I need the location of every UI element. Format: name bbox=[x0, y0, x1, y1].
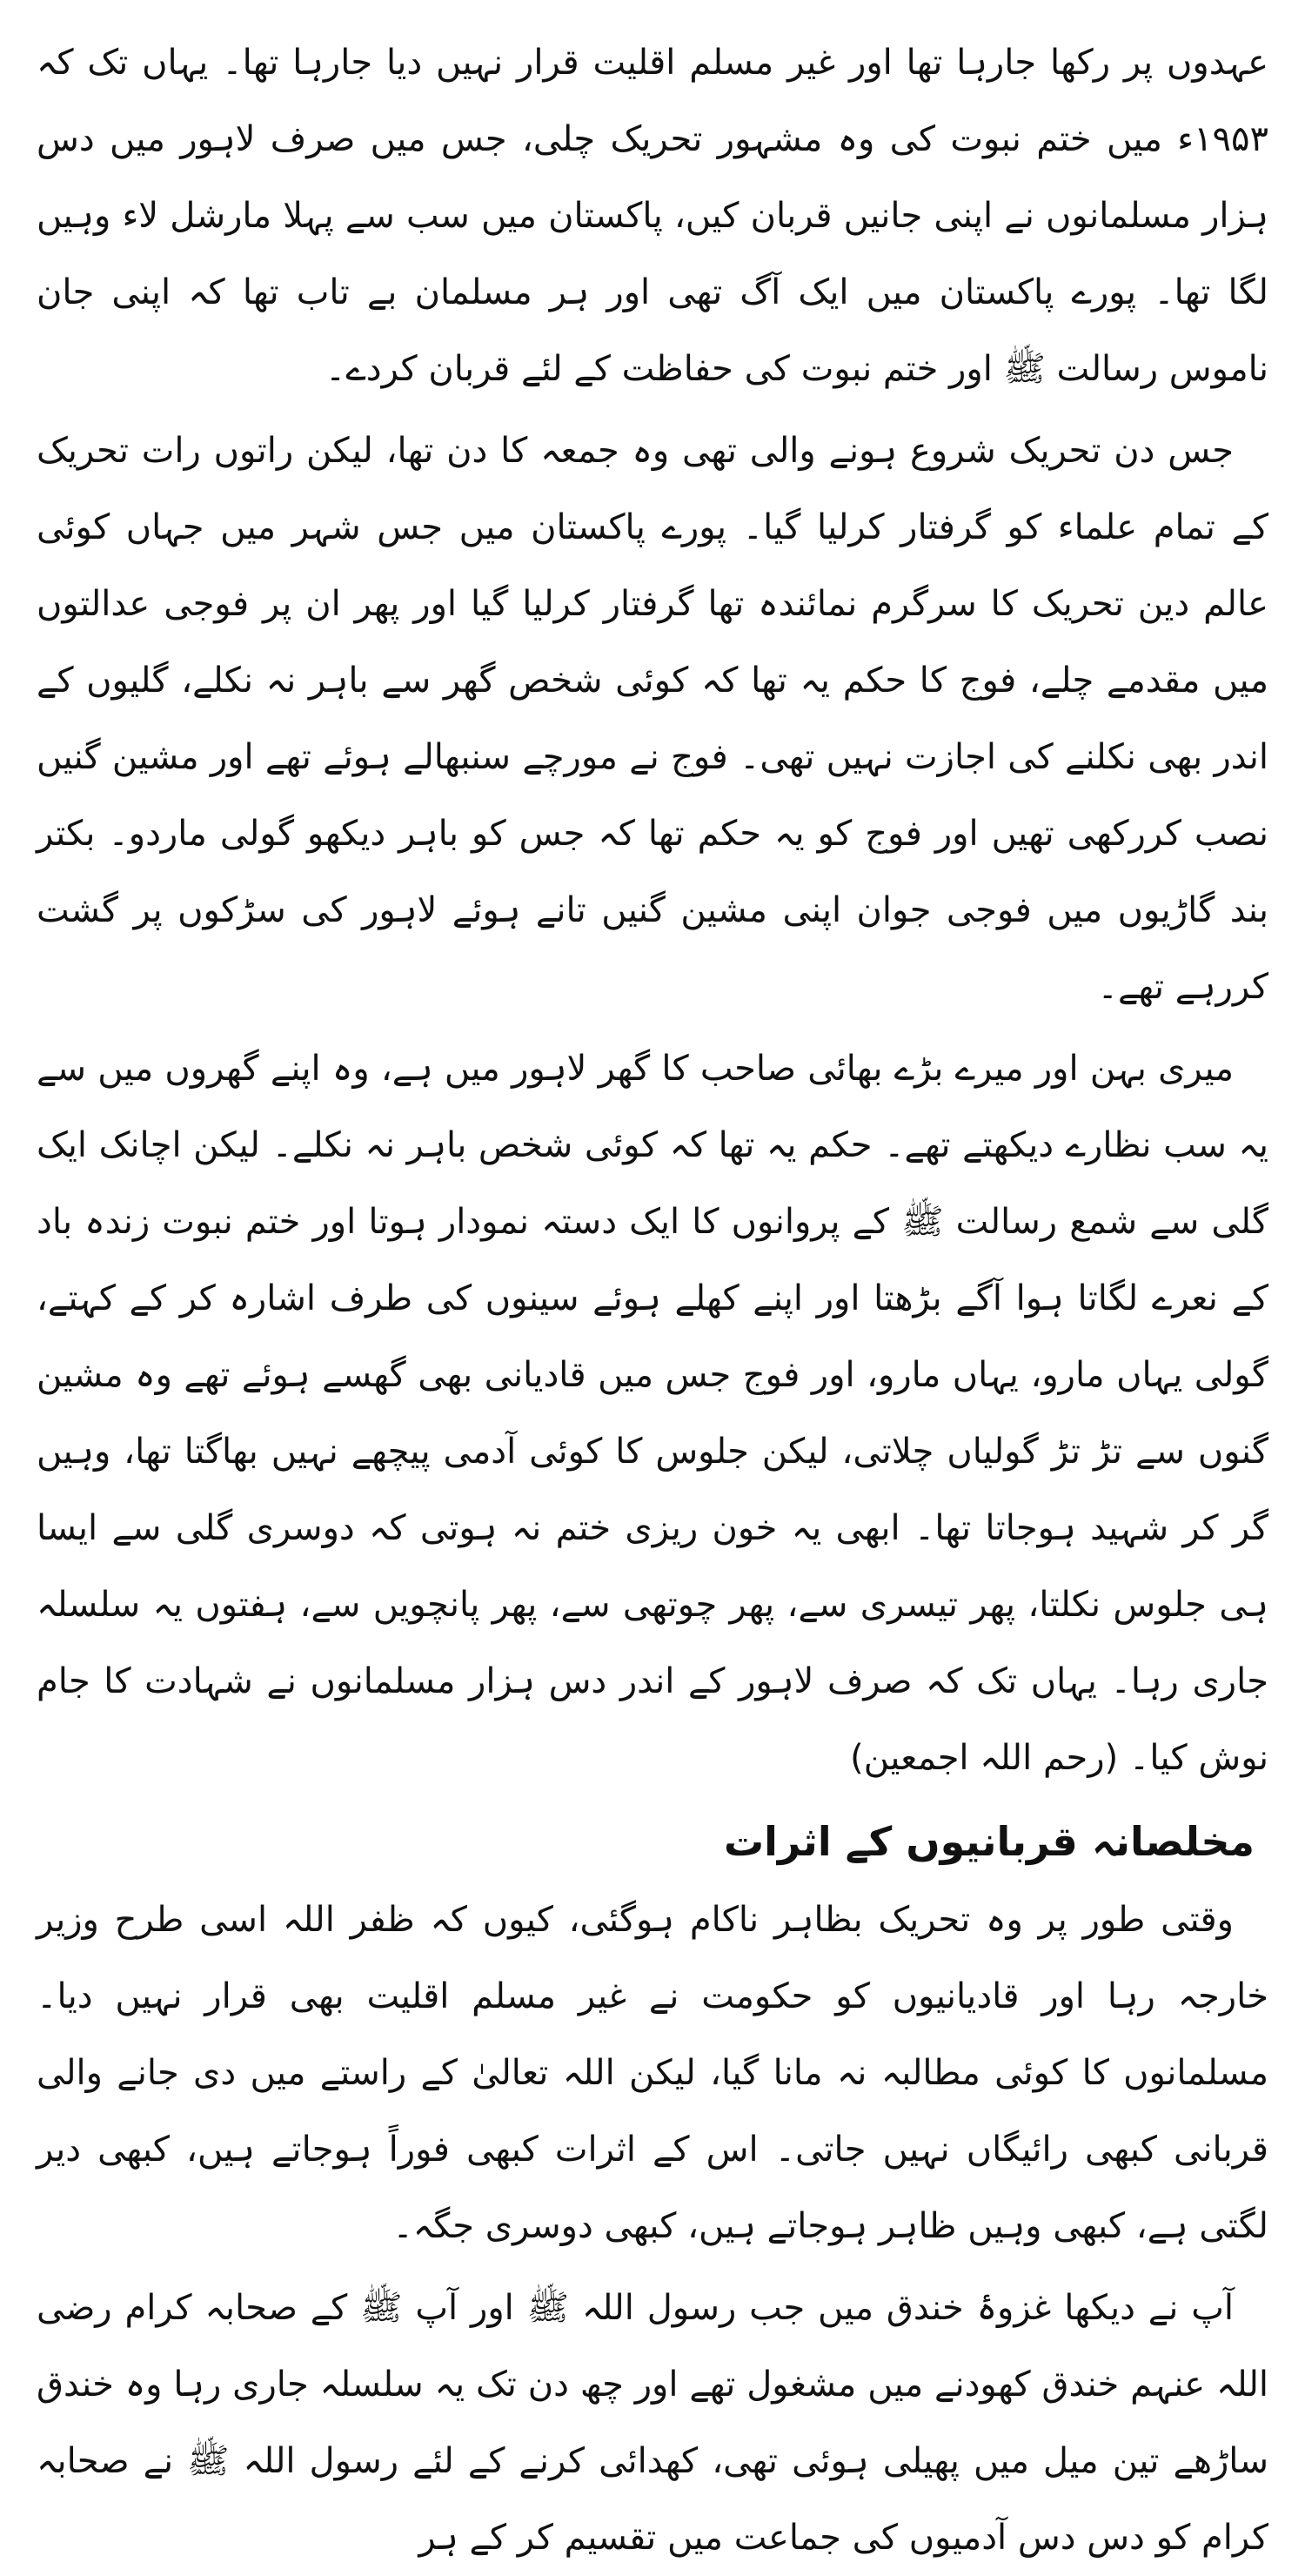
paragraph-sacrifice-effects: وقتی طور پر وہ تحریک بظاہر ناکام ہوگئی، کیوں کہ ظفر اللہ اسی طرح وزیر خارجہ رہا اور قادیانیوں کو حکومت نے غیر مسلم اقلیت بھی قرار نہیں دیا۔ مسلمانوں کا کوئی مطالبہ نہ مانا گیا، لیکن اللہ تعالیٰ کے راستے میں دی جانے والی قربانی کبھی رائیگاں نہیں جاتی۔ اس کے اثرات کبھی فوراً ہوجاتے ہیں، کبھی دیر لگتی ہے، کبھی وہیں ظاہر ہوجاتے ہیں، کبھی دوسری جگہ۔ bbox=[37, 1900, 1268, 2246]
paragraph-lahore-processions: میری بہن اور میرے بڑے بھائی صاحب کا گھر لاہور میں ہے، وہ اپنے گھروں میں سے یہ سب نظارے دیکھتے تھے۔ حکم یہ تھا کہ کوئی شخص باہر نہ نکلے۔ لیکن اچانک ایک گلی سے شمع رسالت ﷺ کے پروانوں کا ایک دستہ نمودار ہوتا اور ختم نبوت زندہ باد کے نعرے لگاتا ہوا آگے بڑھتا اور اپنے کھلے ہوئے سینوں کی طرف اشارہ کر کے کہتے، گولی یہاں مارو، یہاں مارو، اور فوج جس میں قادیانی بھی گھسے ہوئے تھے وہ مشین گنوں سے تڑ تڑ گولیاں چلاتی، لیکن جلوس کا کوئی آدمی پیچھے نہیں بھاگتا تھا، وہیں گر کر شہید ہوجاتا تھا۔ ابھی یہ خون ریزی ختم نہ ہوتی کہ دوسری گلی سے ایسا ہی جلوس نکلتا، پھر تیسری سے، پھر چوتھی سے، پھر پانچویں سے، ہفتوں یہ سلسلہ جاری رہا۔ یہاں تک کہ صرف لاہور کے اندر دس ہزار مسلمانوں نے شہادت کا جام نوش کیا۔ (رحم اللہ اجمعین) bbox=[37, 1049, 1268, 1778]
paragraph-friday-arrests: جس دن تحریک شروع ہونے والی تھی وہ جمعہ کا دن تھا، لیکن راتوں رات تحریک کے تمام علماء کو گرفتار کرلیا گیا۔ پورے پاکستان میں جس شہر میں جہاں کوئی عالم دین تحریک کا سرگرم نمائندہ تھا گرفتار کرلیا گیا اور پھر ان پر فوجی عدالتوں میں مقدمے چلے، فوج کا حکم یہ تھا کہ کوئی شخص گھر سے باہر نہ نکلے، گلیوں کے اندر بھی نکلنے کی اجازت نہیں تھی۔ فوج نے مورچے سنبھالے ہوئے تھے اور مشین گنیں نصب کررکھی تھیں اور فوج کو یہ حکم تھا کہ جس کو باہر دیکھو گولی ماردو۔ بکتر بند گاڑیوں میں فوجی جوان اپنی مشین گنیں تانے ہوئے لاہور کی سڑکوں پر گشت کررہے تھے۔ bbox=[37, 431, 1268, 1007]
paragraph-1953-movement: عہدوں پر رکھا جارہا تھا اور غیر مسلم اقلیت قرار نہیں دیا جارہا تھا۔ یہاں تک کہ ۱۹۵۳ء میں ختم نبوت کی وہ مشہور تحریک چلی، جس میں صرف لاہور میں دس ہزار مسلمانوں نے اپنی جانیں قربان کیں، پاکستان میں سب سے پہلا مارشل لاء وہیں لگا تھا۔ پورے پاکستان میں ایک آگ تھی اور ہر مسلمان بے تاب تھا کہ اپنی جان ناموس رسالت ﷺ اور ختم نبوت کی حفاظت کے لئے قربان کردے۔ bbox=[37, 43, 1268, 389]
paragraph-ghazwa-khandaq: آپ نے دیکھا غزوۂ خندق میں جب رسول اللہ ﷺ اور آپ ﷺ کے صحابہ کرام رضی اللہ عنہم خندق کھودنے میں مشغول تھے اور چھ دن تک یہ سلسلہ جاری رہا وہ خندق ساڑھے تین میل میں پھیلی ہوئی تھی، کھدائی کرنے کے لئے رسول اللہ ﷺ نے صحابہ کرام کو دس دس آدمیوں کی جماعت میں تقسیم کر کے ہر bbox=[37, 2288, 1268, 2558]
section-heading: مخلصانہ قربانیوں کے اثرات bbox=[723, 1818, 1255, 1865]
